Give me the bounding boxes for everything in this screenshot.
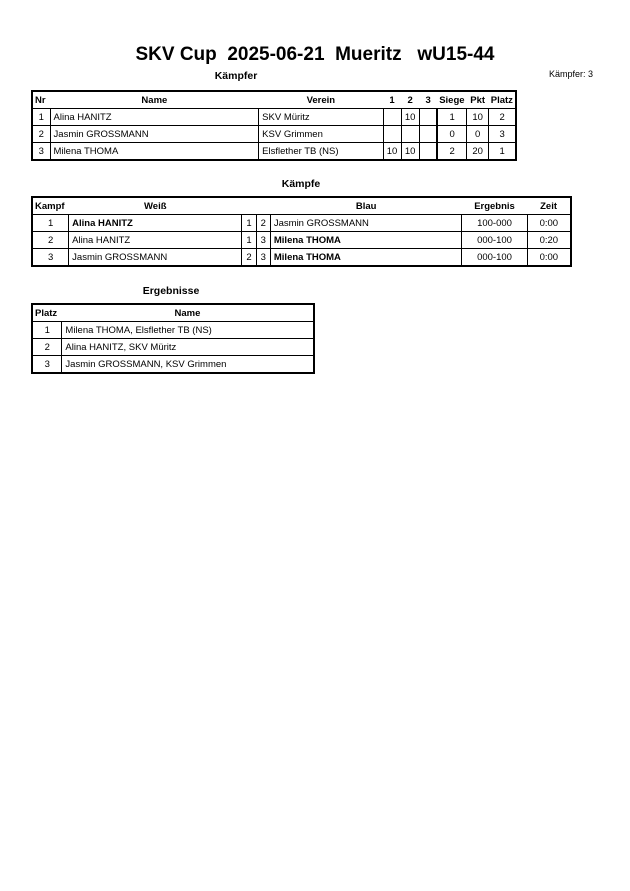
cell-name: Milena THOMA	[50, 143, 259, 161]
cell-pkt: 0	[467, 126, 489, 143]
cell-siege: 1	[437, 109, 466, 126]
table-row	[32, 322, 314, 339]
cell-r3	[419, 126, 437, 143]
results-header-row	[32, 304, 314, 322]
col-siege: Siege	[439, 94, 465, 106]
fighters-table	[31, 90, 517, 161]
results-table	[31, 303, 315, 374]
cell-r1	[383, 109, 401, 126]
cell-pkt: 10	[467, 109, 489, 126]
col-name: Name	[174, 307, 201, 319]
cell-kampf: 3	[32, 249, 69, 267]
cell-verein: KSV Grimmen	[259, 126, 383, 143]
table-row	[32, 339, 314, 356]
cell-nr: 3	[32, 143, 50, 161]
fighter-count: Kämpfer: 3	[549, 69, 594, 79]
cell-kampf: 1	[32, 215, 69, 232]
cell-platz: 2	[489, 109, 516, 126]
cell-blau-nr: 2	[256, 215, 270, 232]
cell-weiss: Alina HANITZ	[69, 232, 242, 249]
col-r3: 3	[425, 94, 431, 106]
cell-verein: SKV Müritz	[259, 109, 383, 126]
col-r2: 2	[407, 94, 413, 106]
col-name: Name	[141, 94, 168, 106]
results-section-title: Ergebnisse	[142, 285, 200, 297]
cell-ergebnis: 100-000	[462, 215, 527, 232]
col-weiss: Weiß	[144, 200, 167, 212]
col-platz: Platz	[35, 307, 58, 319]
table-row	[32, 143, 516, 161]
col-kampf: Kampf	[35, 200, 65, 212]
cell-name: Milena THOMA, Elsflether TB (NS)	[62, 322, 314, 339]
cell-nr: 2	[32, 126, 50, 143]
cell-nr: 1	[32, 109, 50, 126]
cell-weiss: Jasmin GROSSMANN	[69, 249, 242, 267]
table-row	[32, 232, 571, 249]
cell-r1	[383, 126, 401, 143]
fights-header-row	[32, 197, 571, 215]
cell-r3	[419, 109, 437, 126]
cell-verein: Elsflether TB (NS)	[259, 143, 383, 161]
cell-ergebnis: 000-100	[462, 249, 527, 267]
cell-name: Alina HANITZ	[50, 109, 259, 126]
cell-blau: Milena THOMA	[270, 249, 462, 267]
cell-pkt: 20	[467, 143, 489, 161]
cell-siege: 0	[437, 126, 466, 143]
cell-ergebnis: 000-100	[462, 232, 527, 249]
cell-weiss-nr: 2	[242, 249, 256, 267]
cell-weiss: Alina HANITZ	[69, 215, 242, 232]
page-title: SKV Cup 2025-06-21 Mueritz wU15-44	[135, 44, 495, 65]
cell-platz: 3	[489, 126, 516, 143]
cell-blau: Jasmin GROSSMANN	[270, 215, 462, 232]
table-row	[32, 356, 314, 374]
fighters-header-row	[32, 91, 516, 109]
table-row	[32, 126, 516, 143]
cell-name: Jasmin GROSSMANN	[50, 126, 259, 143]
cell-blau-nr: 3	[256, 249, 270, 267]
fights-table	[31, 196, 572, 267]
col-platz: Platz	[490, 94, 513, 106]
cell-zeit: 0:00	[527, 215, 571, 232]
cell-kampf: 2	[32, 232, 69, 249]
cell-weiss-nr: 1	[242, 215, 256, 232]
cell-blau-nr: 3	[256, 232, 270, 249]
cell-weiss-nr: 1	[242, 232, 256, 249]
table-row	[32, 109, 516, 126]
col-verein: Verein	[306, 94, 336, 106]
cell-platz: 3	[32, 356, 62, 374]
col-zeit: Zeit	[540, 200, 557, 212]
cell-platz: 1	[32, 322, 62, 339]
cell-r2: 10	[401, 109, 419, 126]
cell-zeit: 0:00	[527, 249, 571, 267]
cell-blau: Milena THOMA	[270, 232, 462, 249]
cell-r3	[419, 143, 437, 161]
cell-r1: 10	[383, 143, 401, 161]
col-pkt: Pkt	[470, 94, 486, 106]
cell-name: Alina HANITZ, SKV Müritz	[62, 339, 314, 356]
cell-platz: 2	[32, 339, 62, 356]
cell-siege: 2	[437, 143, 466, 161]
table-row	[32, 249, 571, 267]
col-blau: Blau	[355, 200, 377, 212]
fights-section-title: Kämpfe	[281, 178, 321, 190]
cell-r2: 10	[401, 143, 419, 161]
cell-zeit: 0:20	[527, 232, 571, 249]
col-ergebnis: Ergebnis	[474, 200, 515, 212]
cell-platz: 1	[489, 143, 516, 161]
col-r1: 1	[389, 94, 395, 106]
col-nr: Nr	[35, 94, 46, 106]
cell-name: Jasmin GROSSMANN, KSV Grimmen	[62, 356, 314, 374]
table-row	[32, 215, 571, 232]
fighters-section-title: Kämpfer	[214, 70, 258, 82]
cell-r2	[401, 126, 419, 143]
